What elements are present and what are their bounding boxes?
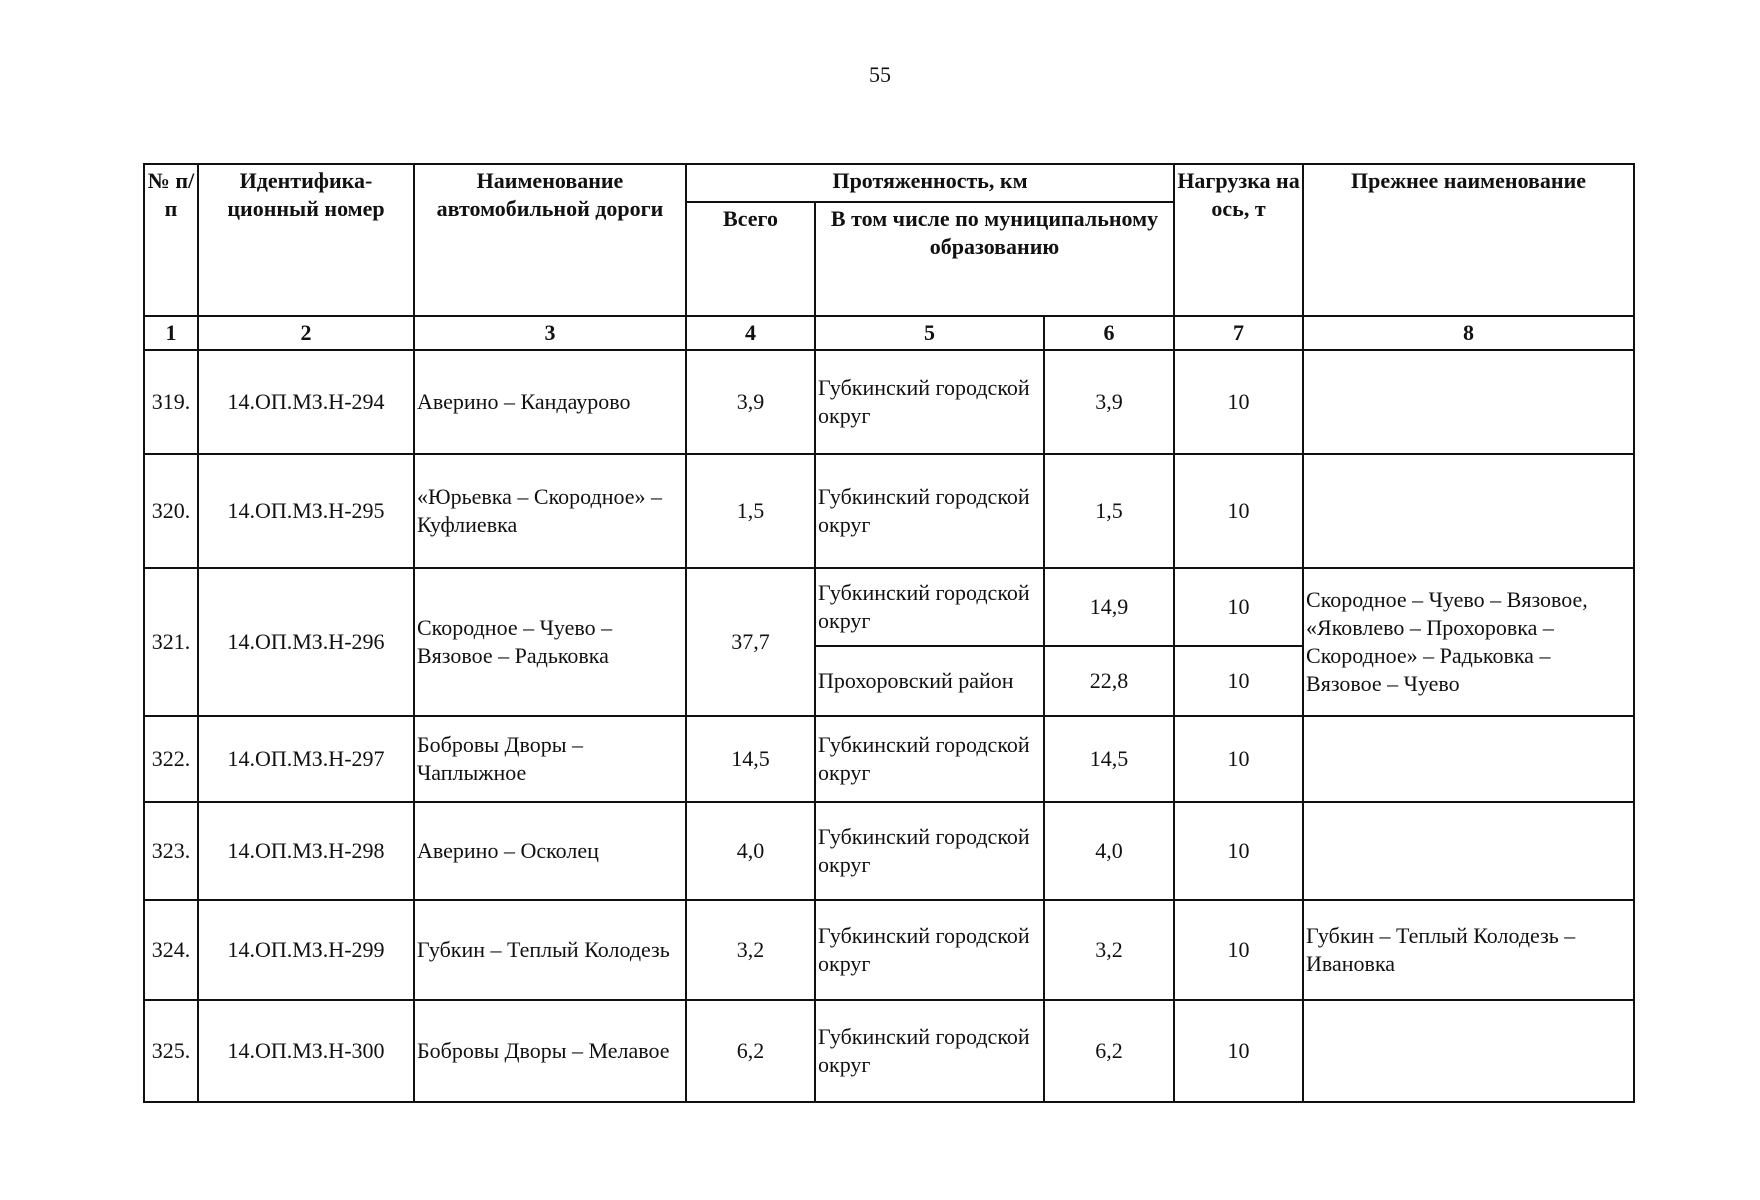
header-id: Идентифика-ционный номер bbox=[198, 164, 414, 316]
total-length: 6,2 bbox=[686, 1000, 815, 1102]
axle-load: 10 bbox=[1174, 716, 1303, 802]
road-name: Аверино – Осколец bbox=[414, 802, 686, 900]
road-name: Бобровы Дворы – Мелавое bbox=[414, 1000, 686, 1102]
road-id: 14.ОП.МЗ.Н-298 bbox=[198, 802, 414, 900]
table-row bbox=[144, 568, 1634, 646]
road-id: 14.ОП.МЗ.Н-295 bbox=[198, 454, 414, 568]
table-row bbox=[144, 1000, 1634, 1102]
total-length: 3,2 bbox=[686, 900, 815, 1000]
total-length: 37,7 bbox=[686, 568, 815, 716]
total-length: 3,9 bbox=[686, 350, 815, 454]
column-number: 6 bbox=[1044, 316, 1174, 350]
total-length: 1,5 bbox=[686, 454, 815, 568]
column-number: 8 bbox=[1303, 316, 1634, 350]
row-number: 322. bbox=[144, 716, 198, 802]
municipality: Губкинский городской округ bbox=[815, 454, 1044, 568]
column-number: 7 bbox=[1174, 316, 1303, 350]
axle-load: 10 bbox=[1174, 1000, 1303, 1102]
page-number: 55 bbox=[869, 62, 891, 87]
municipal-length: 14,5 bbox=[1044, 716, 1174, 802]
road-name: Губкин – Теплый Колодезь bbox=[414, 900, 686, 1000]
total-length: 4,0 bbox=[686, 802, 815, 900]
row-number: 319. bbox=[144, 350, 198, 454]
municipality: Губкинский городской округ bbox=[815, 350, 1044, 454]
municipal-length: 6,2 bbox=[1044, 1000, 1174, 1102]
column-number-row bbox=[144, 316, 1634, 350]
road-id: 14.ОП.МЗ.Н-296 bbox=[198, 568, 414, 716]
municipal-length: 3,2 bbox=[1044, 900, 1174, 1000]
municipal-length: 3,9 bbox=[1044, 350, 1174, 454]
municipal-length: 4,0 bbox=[1044, 802, 1174, 900]
axle-load: 10 bbox=[1174, 900, 1303, 1000]
municipality: Прохоровский район bbox=[815, 646, 1044, 716]
road-id: 14.ОП.МЗ.Н-299 bbox=[198, 900, 414, 1000]
axle-load: 10 bbox=[1174, 802, 1303, 900]
row-number: 323. bbox=[144, 802, 198, 900]
table-row bbox=[144, 716, 1634, 802]
header-axle-load: Нагрузка на ось, т bbox=[1174, 164, 1303, 316]
former-name bbox=[1303, 350, 1634, 454]
table-row bbox=[144, 350, 1634, 454]
road-id: 14.ОП.МЗ.Н-294 bbox=[198, 350, 414, 454]
row-number: 320. bbox=[144, 454, 198, 568]
former-name bbox=[1303, 454, 1634, 568]
table-row bbox=[144, 454, 1634, 568]
axle-load: 10 bbox=[1174, 646, 1303, 716]
total-length: 14,5 bbox=[686, 716, 815, 802]
table-row bbox=[144, 802, 1634, 900]
roads-table bbox=[143, 163, 1635, 1103]
header-road-name: Наименование автомобильной дороги bbox=[414, 164, 686, 316]
column-number: 2 bbox=[198, 316, 414, 350]
header-length-group: Протяженность, км bbox=[686, 164, 1174, 202]
municipality: Губкинский городской округ bbox=[815, 802, 1044, 900]
row-number: 324. bbox=[144, 900, 198, 1000]
municipal-length: 1,5 bbox=[1044, 454, 1174, 568]
column-number: 5 bbox=[815, 316, 1044, 350]
road-id: 14.ОП.МЗ.Н-300 bbox=[198, 1000, 414, 1102]
former-name bbox=[1303, 802, 1634, 900]
header-municipal: В том числе по муниципальному образованию bbox=[815, 202, 1174, 316]
road-id: 14.ОП.МЗ.Н-297 bbox=[198, 716, 414, 802]
former-name bbox=[1303, 716, 1634, 802]
former-name bbox=[1303, 1000, 1634, 1102]
municipality: Губкинский городской округ bbox=[815, 716, 1044, 802]
municipal-length: 14,9 bbox=[1044, 568, 1174, 646]
header-total: Всего bbox=[686, 202, 815, 316]
former-name: Скородное – Чуево – Вязовое, «Яковлево – Прохоровка – Скородное» – Радьковка – Вязовое – Чуево bbox=[1303, 568, 1634, 716]
row-number: 321. bbox=[144, 568, 198, 716]
axle-load: 10 bbox=[1174, 568, 1303, 646]
row-number: 325. bbox=[144, 1000, 198, 1102]
municipality: Губкинский городской округ bbox=[815, 1000, 1044, 1102]
column-number: 4 bbox=[686, 316, 815, 350]
municipality: Губкинский городской округ bbox=[815, 568, 1044, 646]
road-name: Аверино – Кандаурово bbox=[414, 350, 686, 454]
municipal-length: 22,8 bbox=[1044, 646, 1174, 716]
column-number: 1 bbox=[144, 316, 198, 350]
road-name: «Юрьевка – Скородное» – Куфлиевка bbox=[414, 454, 686, 568]
header-former-name: Прежнее наименование bbox=[1303, 164, 1634, 316]
column-number: 3 bbox=[414, 316, 686, 350]
road-name: Скородное – Чуево – Вязовое – Радьковка bbox=[414, 568, 686, 716]
header-number: № п/п bbox=[144, 164, 198, 316]
former-name: Губкин – Теплый Колодезь – Ивановка bbox=[1303, 900, 1634, 1000]
road-name: Бобровы Дворы – Чаплыжное bbox=[414, 716, 686, 802]
table-row bbox=[144, 900, 1634, 1000]
municipality: Губкинский городской округ bbox=[815, 900, 1044, 1000]
axle-load: 10 bbox=[1174, 454, 1303, 568]
axle-load: 10 bbox=[1174, 350, 1303, 454]
